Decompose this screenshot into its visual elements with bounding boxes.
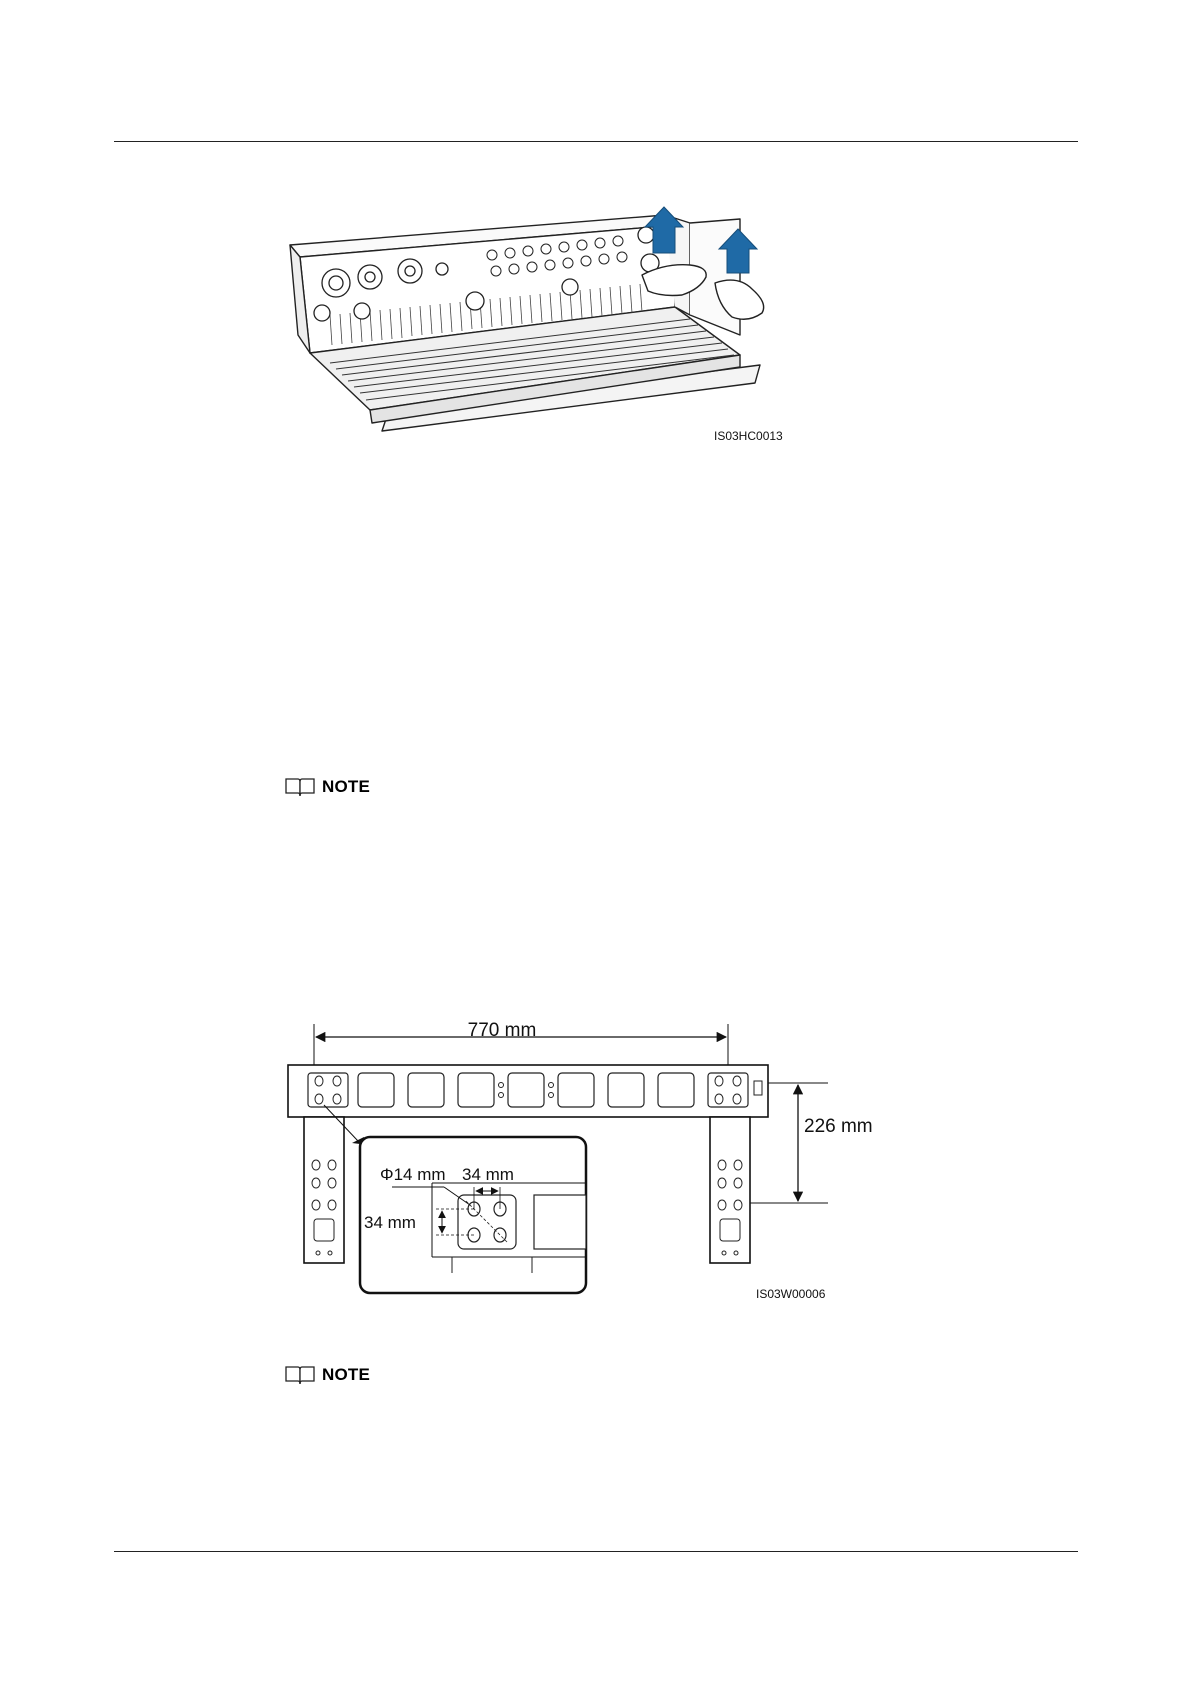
figure-code: IS03W00006 [756, 1287, 826, 1301]
dim-hole-diameter-label: Φ14 mm [380, 1165, 446, 1184]
footer-rule [114, 1551, 1078, 1552]
bracket-drawing [282, 1005, 873, 1305]
figure-bracket-dimensions [282, 1005, 873, 1305]
note-label: NOTE [322, 777, 371, 796]
dim-hole-spacing-h-label: 34 mm [462, 1165, 514, 1184]
dim-height-label: 226 mm [804, 1116, 873, 1137]
dim-span-label: 770 mm [467, 1020, 537, 1041]
book-icon [284, 776, 316, 798]
note-label: NOTE [322, 1365, 371, 1384]
header-rule [114, 141, 1078, 142]
note-callout [284, 776, 370, 798]
dim-hole-spacing-v-label: 34 mm [364, 1213, 416, 1232]
book-icon [284, 1364, 316, 1386]
note-callout [284, 1364, 370, 1386]
figure-code: IS03HC0013 [714, 429, 783, 443]
figure-inverter-lift [270, 205, 840, 475]
